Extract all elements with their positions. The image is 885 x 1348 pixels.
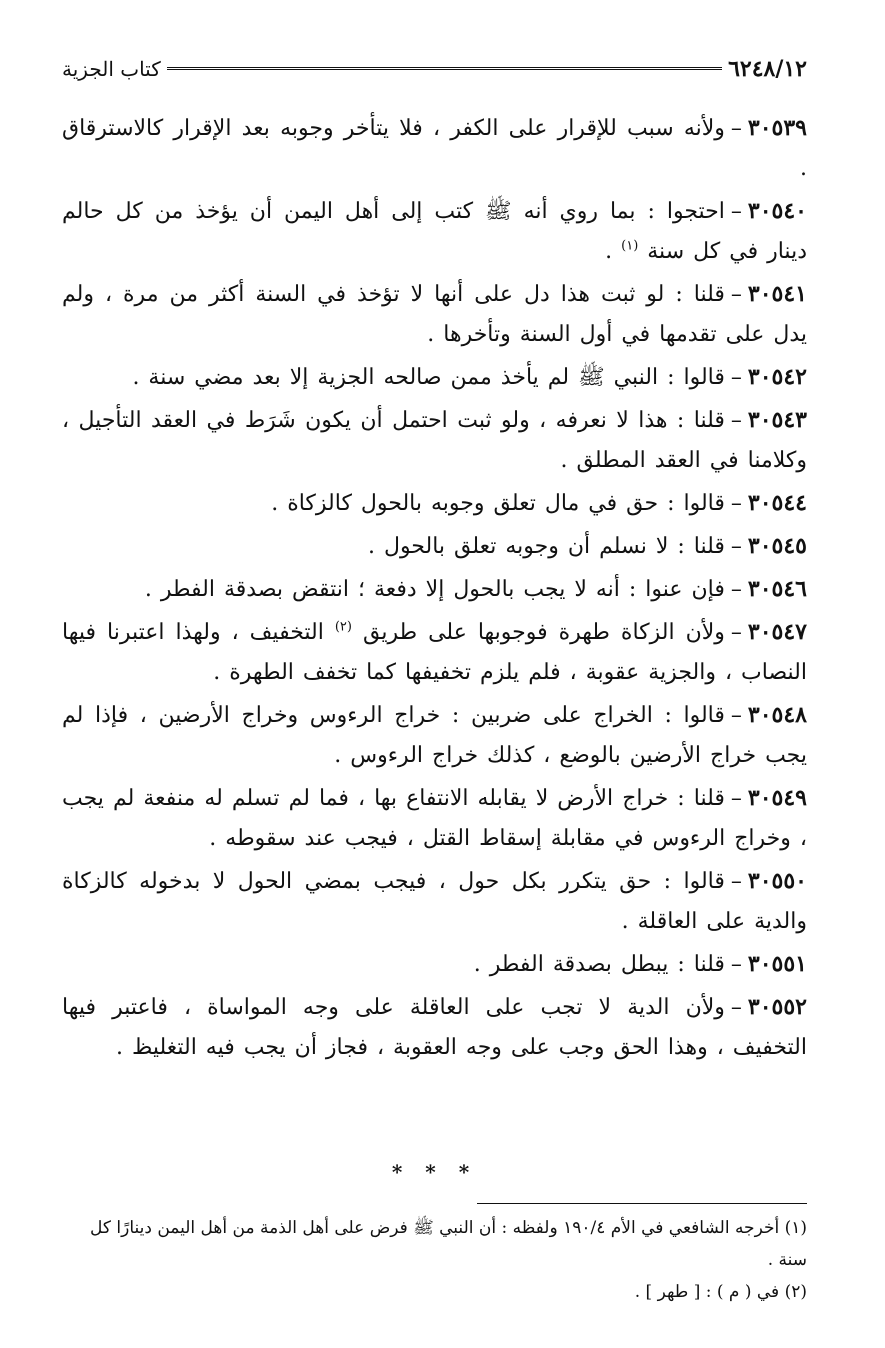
dash-separator: – (730, 116, 742, 141)
paragraph-number: ٣٠٥٤٤ (747, 490, 807, 516)
dash-separator: – (730, 199, 742, 224)
paragraph (62, 191, 807, 272)
book-title: كتاب الجزية (62, 57, 161, 81)
page-number: ٦٢٤٨/١٢ (728, 56, 807, 82)
dash-separator: – (730, 952, 742, 977)
paragraph-number: ٣٠٥٤٦ (747, 576, 807, 602)
paragraph (62, 987, 807, 1068)
paragraph-number: ٣٠٥٥١ (747, 951, 807, 977)
paragraph-text: قلنا : لو ثبت هذا دل على أنها لا تؤخذ في السنة أكثر من مرة ، ولم يدل على تقدمها في أول السنة وتأخرها . (62, 282, 807, 347)
footnote: (٢) في ( م ) : [ طهر ] . (634, 1282, 807, 1302)
dash-separator: – (730, 786, 742, 811)
footnote-reference[interactable]: (٢) (334, 619, 352, 635)
dash-separator: – (730, 703, 742, 728)
dash-separator: – (730, 408, 742, 433)
paragraph (62, 778, 807, 859)
paragraph (62, 944, 807, 985)
paragraph-text: فإن عنوا : أنه لا يجب بالحول إلا دفعة ؛ انتقض بصدقة الفطر . (144, 577, 725, 602)
paragraph-text: ولأنه سبب للإقرار على الكفر ، فلا يتأخر وجوبه بعد الإقرار كالاسترقاق . (62, 116, 807, 181)
dash-separator: – (730, 534, 742, 559)
paragraph (62, 108, 807, 189)
running-header (62, 52, 807, 86)
dash-separator: – (730, 365, 742, 390)
main-text (62, 108, 807, 1070)
paragraph-number: ٣٠٥٤٨ (747, 702, 807, 728)
dash-separator: – (730, 577, 742, 602)
paragraph (62, 612, 807, 693)
dash-separator: – (730, 282, 742, 307)
paragraph-text-tail: التخفيف ، ولهذا اعتبرنا فيها النصاب ، والجزية عقوبة ، فلم يلزم تخفيفها كما تخفف الطهرة . (62, 620, 807, 685)
paragraph-text: قلنا : يبطل بصدقة الفطر . (473, 952, 725, 977)
paragraph-text: قلنا : هذا لا نعرفه ، ولو ثبت احتمل أن يكون شَرَط في العقد التأجيل ، وكلامنا في العقد المطلق . (62, 408, 807, 473)
paragraph-number: ٣٠٥٥٢ (747, 994, 807, 1020)
paragraph (62, 357, 807, 398)
header-rule (167, 67, 722, 72)
paragraph-number: ٣٠٥٤٠ (747, 198, 807, 224)
paragraph-number: ٣٠٥٤٣ (747, 407, 807, 433)
paragraph (62, 569, 807, 610)
paragraph-number: ٣٠٥٤٥ (747, 533, 807, 559)
footnote-rule (477, 1203, 807, 1204)
paragraph-text: ولأن الزكاة طهرة فوجوبها على طريق (362, 620, 725, 645)
dash-separator: – (730, 491, 742, 516)
dash-separator: – (730, 620, 742, 645)
paragraph-text: ولأن الدية لا تجب على العاقلة على وجه المواساة ، فاعتبر فيها التخفيف ، وهذا الحق وجب على وجه العقوبة ، فجاز أن يجب فيه التغليظ . (62, 995, 807, 1060)
paragraph (62, 861, 807, 942)
paragraph-text: قالوا : حق يتكرر بكل حول ، فيجب بمضي الحول لا بدخوله كالزكاة والدية على العاقلة . (62, 869, 807, 934)
paragraph (62, 274, 807, 355)
paragraph (62, 695, 807, 776)
footnotes (62, 1212, 807, 1308)
paragraph-number: ٣٠٥٤١ (747, 281, 807, 307)
paragraph-text: احتجوا : بما روي أنه ﷺ كتب إلى أهل اليمن أن يؤخذ من كل حالم دينار في كل سنة (62, 199, 807, 264)
dash-separator: – (730, 995, 742, 1020)
paragraph-text: قلنا : خراج الأرض لا يقابله الانتفاع بها ، فما لم تسلم له منفعة لم يجب ، وخراج الرءوس في مقابلة إسقاط القتل ، فيجب عند سقوطه . (62, 786, 807, 851)
paragraph-number: ٣٠٥٣٩ (747, 115, 807, 141)
paragraph (62, 400, 807, 481)
paragraph-number: ٣٠٥٤٧ (747, 619, 807, 645)
footnote: (١) أخرجه الشافعي في الأم ١٩٠/٤ ولفظه : أن النبي ﷺ فرض على أهل الذمة من أهل اليمن دينارًا كل سنة . (90, 1218, 807, 1270)
paragraph-number: ٣٠٥٥٠ (747, 868, 807, 894)
paragraph (62, 483, 807, 524)
paragraph-text: قالوا : الخراج على ضربين : خراج الرءوس وخراج الأرضين ، فإذا لم يجب خراج الأرضين بالوضع ، كذلك خراج الرءوس . (62, 703, 807, 768)
section-separator: * * * (391, 1160, 478, 1184)
book-page (62, 0, 807, 1348)
footnote-reference[interactable]: (١) (621, 238, 639, 254)
paragraph (62, 526, 807, 567)
paragraph-text-tail: . (605, 239, 622, 264)
paragraph-text: قالوا : النبي ﷺ لم يأخذ ممن صالحه الجزية إلا بعد مضي سنة . (132, 365, 725, 390)
paragraph-text: قلنا : لا نسلم أن وجوبه تعلق بالحول . (367, 534, 725, 559)
paragraph-text: قالوا : حق في مال تعلق وجوبه بالحول كالزكاة . (271, 491, 725, 516)
paragraph-number: ٣٠٥٤٩ (747, 785, 807, 811)
dash-separator: – (730, 869, 742, 894)
paragraph-number: ٣٠٥٤٢ (747, 364, 807, 390)
